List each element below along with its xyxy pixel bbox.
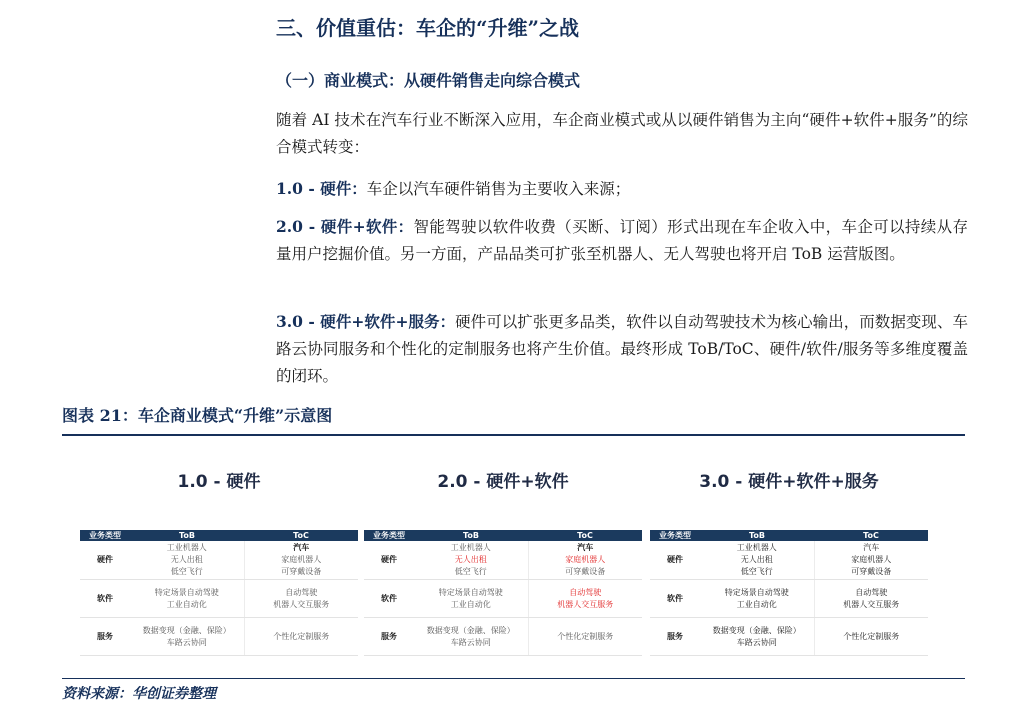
stage-3-paragraph xyxy=(276,308,968,390)
row-label-service: 服务 xyxy=(80,618,130,656)
stage-1-label: 1.0 - 硬件： xyxy=(276,179,367,198)
cell-line: 家庭机器人 xyxy=(281,555,322,564)
subsection-title: （一）商业模式：从硬件销售走向综合模式 xyxy=(276,71,581,90)
cell-line: 工业机器人 xyxy=(450,543,491,552)
cell-toc-hardware xyxy=(244,541,358,580)
stage-3-label: 3.0 - 硬件+软件+服务： xyxy=(276,312,456,331)
source-note: 资料来源：华创证券整理 xyxy=(62,686,216,702)
cell-line-highlight: 机器人交互服务 xyxy=(557,599,614,609)
cell-line-highlight: 无人出租 xyxy=(454,555,487,564)
row-label-hardware: 硬件 xyxy=(80,541,130,580)
cell-line: 数据变现（金融、保险） xyxy=(712,625,801,635)
cell-toc-hardware xyxy=(814,541,928,580)
cell-line: 自动驾驶 xyxy=(285,587,318,597)
cell-line: 工业自动化 xyxy=(166,599,207,609)
table-row-software xyxy=(650,580,928,618)
table-row-hardware xyxy=(364,541,642,580)
header-business-type: 业务类型 xyxy=(364,530,414,541)
header-business-type: 业务类型 xyxy=(650,530,700,541)
cell-line: 无人出租 xyxy=(170,555,203,564)
cell-line: 特定场景自动驾驶 xyxy=(724,587,789,597)
panel-2-0 xyxy=(364,468,642,656)
business-model-table xyxy=(650,530,928,656)
row-label-hardware: 硬件 xyxy=(364,541,414,580)
panel-title: 2.0 - 硬件+软件 xyxy=(437,472,569,492)
cell-tob-hardware xyxy=(414,541,528,580)
cell-line: 可穿戴设备 xyxy=(565,567,606,576)
stage-2-label: 2.0 - 硬件+软件： xyxy=(276,217,414,236)
cell-toc-software xyxy=(244,580,358,618)
stage-1-paragraph xyxy=(276,175,968,203)
cell-line: 低空飞行 xyxy=(454,567,487,576)
cell-toc-service xyxy=(814,618,928,656)
cell-line: 工业机器人 xyxy=(736,543,777,552)
cell-line-highlight: 家庭机器人 xyxy=(565,555,606,564)
cell-tob-software xyxy=(130,580,244,618)
cell-tob-service xyxy=(414,618,528,656)
cell-line: 汽车 xyxy=(863,543,880,552)
cell-line: 数据变现（金融、保险） xyxy=(142,625,231,635)
cell-tob-software xyxy=(700,580,814,618)
cell-line: 工业自动化 xyxy=(736,599,777,609)
cell-tob-hardware xyxy=(700,541,814,580)
row-label-service: 服务 xyxy=(364,618,414,656)
cell-line: 机器人交互服务 xyxy=(273,599,330,609)
cell-line: 车路云协同 xyxy=(450,637,491,647)
row-label-software: 软件 xyxy=(364,580,414,618)
cell-line: 工业自动化 xyxy=(450,599,491,609)
table-row-hardware xyxy=(650,541,928,580)
cell-line: 个性化定制服务 xyxy=(557,631,614,641)
cell-line: 个性化定制服务 xyxy=(843,631,900,641)
table-header-row xyxy=(364,530,642,541)
table-header-row xyxy=(650,530,928,541)
cell-line: 特定场景自动驾驶 xyxy=(438,587,503,597)
cell-tob-service xyxy=(130,618,244,656)
cell-toc-software xyxy=(814,580,928,618)
table-row-software xyxy=(364,580,642,618)
table-row-software xyxy=(80,580,358,618)
cell-tob-software xyxy=(414,580,528,618)
cell-line: 自动驾驶 xyxy=(855,587,888,597)
cell-line: 个性化定制服务 xyxy=(273,631,330,641)
header-toc: ToC xyxy=(244,530,358,541)
header-tob: ToB xyxy=(414,530,528,541)
table-row-service xyxy=(650,618,928,656)
row-label-software: 软件 xyxy=(80,580,130,618)
stage-2-text: 智能驾驶以软件收费（买断、订阅）形式出现在车企收入中，车企可以持续从存量用户挖掘价值。另一方面，产品品类可扩张至机器人、无人驾驶也将开启 ToB 运营版图。 xyxy=(276,218,968,263)
table-row-hardware xyxy=(80,541,358,580)
cell-line: 汽车 xyxy=(293,543,310,552)
figure-bottom-rule xyxy=(62,678,965,679)
cell-line: 特定场景自动驾驶 xyxy=(154,587,219,597)
header-toc: ToC xyxy=(528,530,642,541)
row-label-service: 服务 xyxy=(650,618,700,656)
cell-line: 无人出租 xyxy=(740,555,773,564)
cell-line: 机器人交互服务 xyxy=(843,599,900,609)
figure-caption: 图表 21：车企商业模式“升维”示意图 xyxy=(62,406,333,425)
table-row-service xyxy=(80,618,358,656)
header-tob: ToB xyxy=(130,530,244,541)
panel-title: 3.0 - 硬件+软件+服务 xyxy=(699,472,879,492)
cell-tob-service xyxy=(700,618,814,656)
cell-toc-service xyxy=(528,618,642,656)
cell-line: 车路云协同 xyxy=(166,637,207,647)
cell-line: 数据变现（金融、保险） xyxy=(426,625,515,635)
header-tob: ToB xyxy=(700,530,814,541)
intro-paragraph: 随着 AI 技术在汽车行业不断深入应用，车企商业模式或从以硬件销售为主向“硬件+软件+服务”的综合模式转变： xyxy=(276,111,968,156)
figure-top-rule xyxy=(62,434,965,436)
section-title: 三、价值重估：车企的“升维”之战 xyxy=(276,16,580,40)
panel-3-0 xyxy=(650,468,928,656)
header-toc: ToC xyxy=(814,530,928,541)
cell-line-highlight: 自动驾驶 xyxy=(569,587,602,597)
row-label-hardware: 硬件 xyxy=(650,541,700,580)
table-row-service xyxy=(364,618,642,656)
cell-line: 可穿戴设备 xyxy=(281,567,322,576)
table-header-row xyxy=(80,530,358,541)
row-label-software: 软件 xyxy=(650,580,700,618)
cell-line: 低空飞行 xyxy=(740,567,773,576)
cell-line: 可穿戴设备 xyxy=(851,567,892,576)
business-model-table xyxy=(364,530,642,656)
cell-toc-service xyxy=(244,618,358,656)
cell-line: 车路云协同 xyxy=(736,637,777,647)
cell-line: 工业机器人 xyxy=(166,543,207,552)
panel-1-0 xyxy=(80,468,358,656)
cell-toc-software xyxy=(528,580,642,618)
stage-1-text: 车企以汽车硬件销售为主要收入来源； xyxy=(366,180,631,198)
cell-toc-hardware xyxy=(528,541,642,580)
panel-title: 1.0 - 硬件 xyxy=(177,472,261,492)
stage-3-text: 硬件可以扩张更多品类，软件以自动驾驶技术为核心输出，而数据变现、车路云协同服务和个性化的定制服务也将产生价值。最终形成 ToB/ToC、硬件/软件/服务等多维度覆盖的闭环。 xyxy=(276,313,968,385)
stage-2-paragraph xyxy=(276,213,968,268)
business-model-table xyxy=(80,530,358,656)
cell-line: 家庭机器人 xyxy=(851,555,892,564)
header-business-type: 业务类型 xyxy=(80,530,130,541)
cell-line: 低空飞行 xyxy=(170,567,203,576)
cell-tob-hardware xyxy=(130,541,244,580)
cell-line: 汽车 xyxy=(577,543,594,552)
